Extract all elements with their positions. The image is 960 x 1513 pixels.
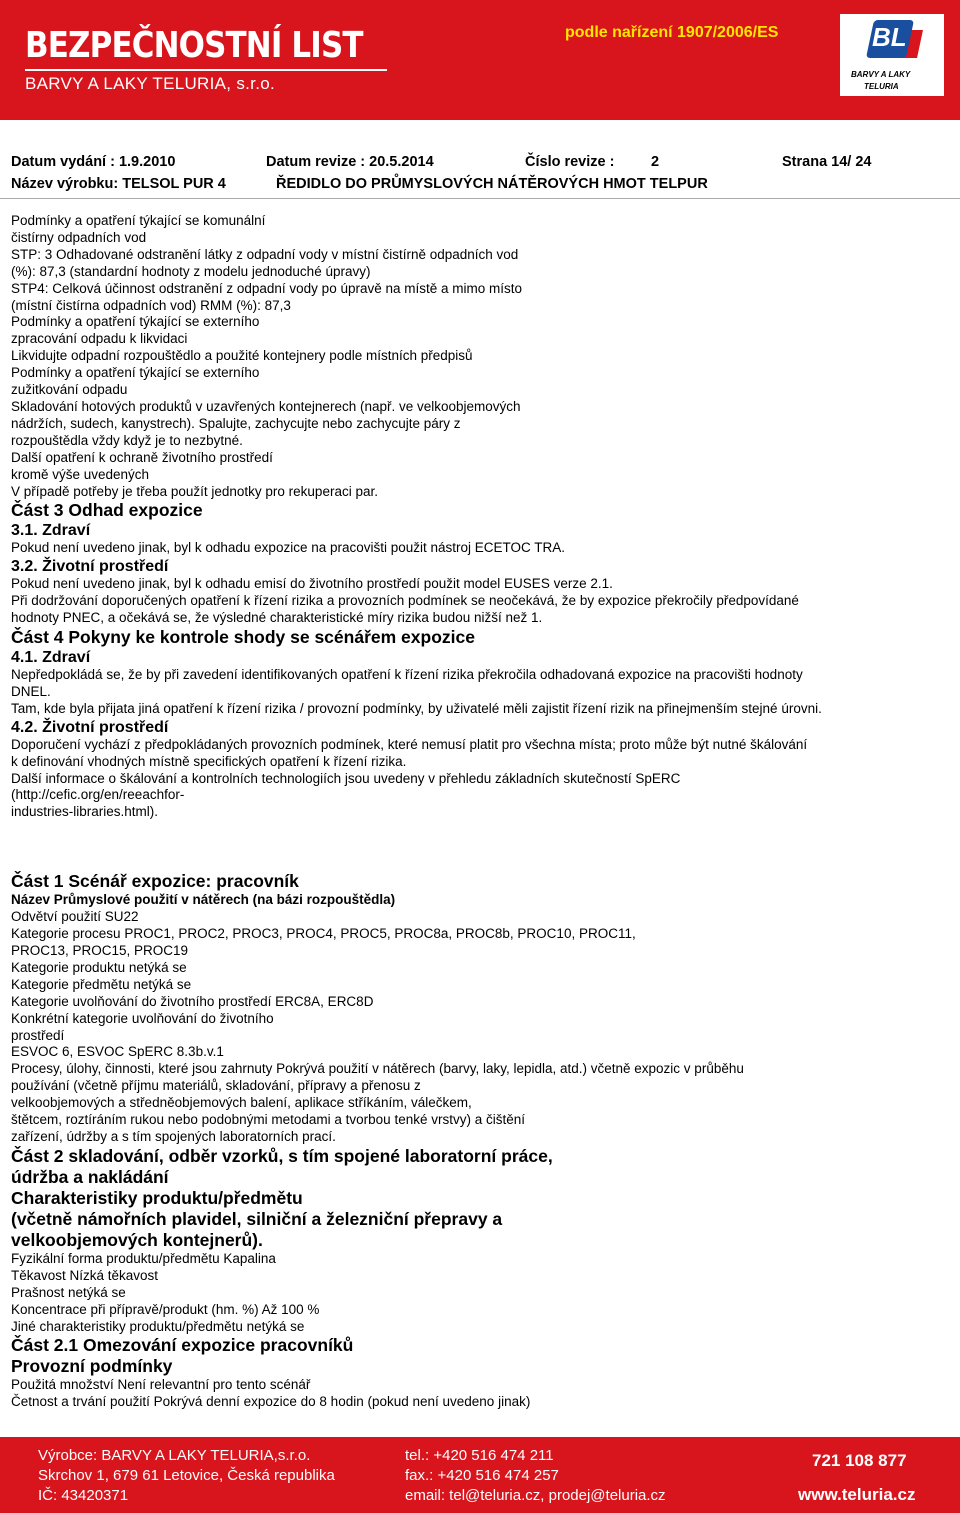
text-line: Podmínky a opatření týkající se externího xyxy=(11,365,260,381)
text-line: zužitkování odpadu xyxy=(11,382,128,398)
text-line: čistírny odpadních vod xyxy=(11,229,147,245)
section-heading: Část 2 skladování, odběr vzorků, s tím spojené laboratorní práce, xyxy=(11,1145,553,1166)
logo-letters: BL xyxy=(872,22,907,52)
text-line: (%): 87,3 (standardní hodnoty z modelu jednoduché úpravy) xyxy=(11,263,371,279)
text-line: Koncentrace při přípravě/produkt (hm. %) Až 100 % xyxy=(11,1301,320,1317)
text-line: Kategorie produktu netýká se xyxy=(11,959,187,975)
revision-number-label: Číslo revize : xyxy=(525,154,615,170)
footer-email[interactable]: email: tel@teluria.cz, prodej@teluria.cz xyxy=(405,1487,666,1504)
company-logo xyxy=(840,14,944,96)
text-line: prostředí xyxy=(11,1027,65,1043)
meta-divider xyxy=(0,198,960,199)
text-line: Další opatření k ochraně životního prostředí xyxy=(11,449,273,465)
subsection-heading: 3.1. Zdraví xyxy=(11,522,91,540)
text-line-bold: Název Průmyslové použití v nátěrech (na bázi rozpouštědla) xyxy=(11,892,396,908)
footer-phone: 721 108 877 xyxy=(812,1451,907,1470)
text-line: zpracování odpadu k likvidaci xyxy=(11,331,188,347)
text-line: Podmínky a opatření týkající se komunální xyxy=(11,213,266,228)
revision-number: 2 xyxy=(651,154,660,170)
text-line: (místní čistírna odpadních vod) RMM (%): 87,3 xyxy=(11,297,291,313)
footer-website-link[interactable]: www.teluria.cz xyxy=(798,1485,916,1504)
text-line: Nepředpokládá se, že by při zavedení identifikovaných opatření k řízení rizika překročila odhadovaná expozice na pracovišti hodnoty xyxy=(11,667,803,683)
text-line: Odvětví použití SU22 xyxy=(11,909,139,925)
text-line: PROC13, PROC15, PROC19 xyxy=(11,943,189,958)
text-line: ESVOC 6, ESVOC SpERC 8.3b.v.1 xyxy=(11,1044,224,1060)
document-header xyxy=(0,0,960,120)
text-line: nádržích, sudech, kanystrech). Spalujte, zachycujte nebo zachycujte páry z xyxy=(11,415,461,431)
text-line: Četnost a trvání použití Pokrývá denní expozice do 8 hodin (pokud není uvedeno jinak) xyxy=(11,1394,531,1410)
document-meta xyxy=(0,152,960,196)
text-line: V případě potřeby je třeba použít jednotky pro rekuperaci par. xyxy=(11,483,378,499)
text-line: Konkrétní kategorie uvolňování do životního xyxy=(11,1010,274,1026)
revision-date: Datum revize : 20.5.2014 xyxy=(266,154,434,170)
section-heading: Část 3 Odhad expozice xyxy=(11,500,203,521)
product-description: ŘEDIDLO DO PRŮMYSLOVÝCH NÁTĚROVÝCH HMOT TELPUR xyxy=(276,176,708,192)
footer-fax: fax.: +420 516 474 257 xyxy=(405,1467,559,1484)
company-name: BARVY A LAKY TELURIA, s.r.o. xyxy=(25,74,275,93)
section-heading: Část 4 Pokyny ke kontrole shody se scénářem expozice xyxy=(11,627,475,648)
text-line: DNEL. xyxy=(11,683,51,699)
section-heading: údržba a nakládání xyxy=(11,1166,169,1187)
text-line: industries-libraries.html). xyxy=(11,804,159,820)
section-spacer xyxy=(11,821,946,871)
text-line: kromě výše uvedených xyxy=(11,466,150,482)
text-line: Pokud není uvedeno jinak, byl k odhadu expozice na pracovišti použit nástroj ECETOC TRA. xyxy=(11,540,566,556)
text-line: Kategorie uvolňování do životního prostředí ERC8A, ERC8D xyxy=(11,993,374,1009)
document-footer xyxy=(0,1437,960,1513)
text-line: používání (včetně příjmu materiálů, skladování, přípravy a přenosu z xyxy=(11,1078,421,1094)
text-line: štětcem, roztíráním rukou nebo podobnými metodami a tvorbou tenké vrstvy) a čištění xyxy=(11,1112,525,1128)
text-line: Procesy, úlohy, činnosti, které jsou zahrnuty Pokrývá použití v nátěrech (barvy, laky, lepidla, atd.) včetně expozic v průběhu xyxy=(11,1061,744,1077)
text-line: Další informace o škálování a kontrolních technologiích jsou uvedeny v přehledu základních skutečností SpERC xyxy=(11,770,681,786)
logo-text-line2: TELURIA xyxy=(864,82,899,91)
text-line: Jiné charakteristiky produktu/předmětu netýká se xyxy=(11,1318,305,1334)
section-heading: Provozní podmínky xyxy=(11,1356,173,1377)
text-line: STP: 3 Odhadované odstranění látky z odpadní vody v místní čistírně odpadních vod xyxy=(11,246,519,262)
text-line: Kategorie procesu PROC1, PROC2, PROC3, PROC4, PROC5, PROC8a, PROC8b, PROC10, PROC11, xyxy=(11,926,636,942)
footer-address: Skrchov 1, 679 61 Letovice, Česká republika xyxy=(38,1467,335,1484)
text-line: Při dodržování doporučených opatření k řízení rizika a provozních podmínek se neočekává, že by expozice překročily předpovídané xyxy=(11,593,799,609)
text-line: Použitá množství Není relevantní pro tento scénář xyxy=(11,1377,311,1393)
page-number: Strana 14/ 24 xyxy=(782,154,872,170)
section-heading: (včetně námořních plavidel, silniční a železniční přepravy a xyxy=(11,1208,503,1229)
text-line: zařízení, údržby a s tím spojených laboratorních prací. xyxy=(11,1128,336,1144)
section-heading: Část 2.1 Omezování expozice pracovníků xyxy=(11,1335,354,1356)
text-line: Likvidujte odpadní rozpouštědlo a použité kontejnery podle místních předpisů xyxy=(11,348,473,364)
text-line: Pokud není uvedeno jinak, byl k odhadu emisí do životního prostředí použit model EUSES verze 2.1. xyxy=(11,576,613,592)
footer-ico: IČ: 43420371 xyxy=(38,1487,129,1504)
subsection-heading: 4.2. Životní prostředí xyxy=(11,718,169,736)
issue-date: Datum vydání : 1.9.2010 xyxy=(11,154,176,170)
text-line: Doporučení vychází z předpokládaných provozních podmínek, které nemusí platit pro všechna místa; proto může být nutné škálování xyxy=(11,736,808,752)
subsection-heading: 3.2. Životní prostředí xyxy=(11,558,169,576)
text-line: Kategorie předmětu netýká se xyxy=(11,976,192,992)
text-line: Fyzikální forma produktu/předmětu Kapalina xyxy=(11,1250,276,1266)
text-line: Těkavost Nízká těkavost xyxy=(11,1267,159,1283)
section-heading: velkoobjemových kontejnerů). xyxy=(11,1229,263,1250)
text-line: velkoobjemových a středněobjemových balení, aplikace stříkáním, válečkem, xyxy=(11,1095,472,1111)
text-line: hodnoty PNEC, a očekává se, že výsledné charakteristické míry rizika budou nižší než 1. xyxy=(11,610,543,626)
footer-tel: tel.: +420 516 474 211 xyxy=(405,1447,554,1464)
text-line: STP4: Celková účinnost odstranění z odpadní vody po úpravě na místě a mimo místo xyxy=(11,280,523,296)
text-line: Tam, kde byla přijata jiná opatření k řízení rizika / provozní podmínky, by uživatelé měli zajistit řízení rizik na přinejmenším stejné úrovni. xyxy=(11,700,822,716)
text-line: Podmínky a opatření týkající se externího xyxy=(11,314,260,330)
product-name: Název výrobku: TELSOL PUR 4 xyxy=(11,176,226,192)
text-line: Skladování hotových produktů v uzavřených kontejnerech (např. ve velkoobjemových xyxy=(11,398,521,414)
text-line: Prašnost netýká se xyxy=(11,1284,126,1300)
logo-text-line1: BARVY A LAKY xyxy=(851,70,911,79)
text-line: rozpouštědla vždy když je to nezbytné. xyxy=(11,432,243,448)
document-title: BEZPEČNOSTNÍ LIST xyxy=(25,25,363,66)
section-heading: Část 1 Scénář expozice: pracovník xyxy=(11,871,299,892)
text-line: k definování vhodných místně specifických opatření k řízení rizika. xyxy=(11,753,407,769)
section-heading: Charakteristiky produktu/předmětu xyxy=(11,1187,303,1208)
subsection-heading: 4.1. Zdraví xyxy=(11,649,91,667)
regulation-label: podle nařízení 1907/2006/ES xyxy=(565,24,779,41)
title-underline xyxy=(25,69,387,71)
document-body xyxy=(11,213,946,1411)
footer-producer: Výrobce: BARVY A LAKY TELURIA,s.r.o. xyxy=(38,1447,311,1464)
text-line: (http://cefic.org/en/reeachfor- xyxy=(11,787,185,803)
